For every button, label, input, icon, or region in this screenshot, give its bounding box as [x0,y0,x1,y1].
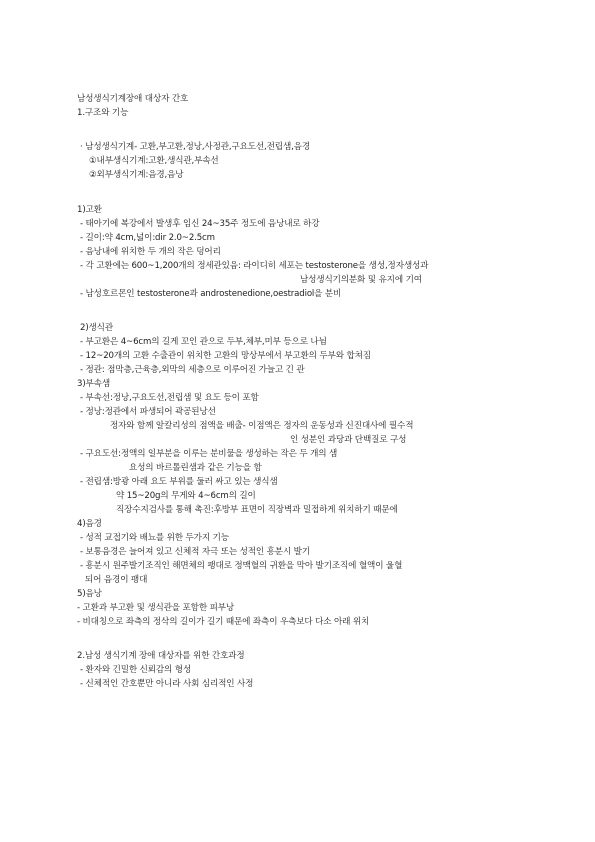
overview-line: · 남성생식기계- 고환,부고환,정낭,사정관,구요도선,전립샘,음경 [80,142,310,152]
accessory-line: - 전립샘:방광 아래 요도 부위를 둘러 싸고 있는 생식샘 [80,477,278,487]
subheading-penis: 4)음경 [77,519,102,529]
penis-line: - 성적 교접기와 배뇨를 위한 두가지 기능 [80,533,229,543]
section-heading: 1.구조와 기능 [77,108,129,118]
accessory-line: - 부속선:정낭,구요도선,전립샘 및 요도 등이 포함 [80,393,259,403]
scrotum-line: - 비대칭으로 좌측의 정삭의 길이가 길기 때문에 좌측이 우측보다 다소 아래 위치 [77,617,370,627]
testis-line-cont: 남성생식기의분화 및 유지에 기여 [300,275,422,285]
testis-line: - 길이:약 4cm,넓이:dir 2.0~2.5cm [80,233,215,243]
subheading-testis: 1)고환 [77,205,102,215]
testis-line: - 태아기에 복강에서 발생후 임신 24~35주 정도에 음낭내로 하강 [80,219,320,229]
testis-line: - 음낭내에 위치한 두 개의 작은 덩어리 [80,247,221,257]
subheading-duct: 2)생식관 [80,323,113,333]
duct-line: - 부고환은 4~6cm의 길게 꼬인 관으로 두부,체부,미부 등으로 나뉨 [80,337,327,347]
penis-line: - 보통음경은 늘어져 있고 신체적 자극 또는 성적인 흥분시 발기 [80,547,310,557]
subheading-accessory: 3)부속샘 [77,379,110,389]
overview-internal: ①내부생식기계:고환,생식관,부속선 [89,156,219,166]
nursing-line: - 환자와 긴밀한 신뢰감의 형성 [80,665,192,675]
section-heading: 2.남성 생식기계 장애 대상자를 위한 간호과정 [77,651,245,661]
overview-external: ②외부생식기계:음경,음낭 [89,170,184,180]
testis-line: - 남성호르몬인 testosterone과 androstenedione,oestradiol을 분비 [80,289,342,299]
penis-line: - 흥분시 원주발기조직인 해면체의 팽대로 정맥혈의 귀환을 막아 발기조직에 혈액이 울혈 [80,561,403,571]
accessory-line-cont: 인 성분인 과당과 단백질로 구성 [290,435,407,445]
duct-line: - 12~20개의 고환 수출관이 위치한 고환의 망상부에서 부고환의 두부와 합쳐짐 [80,351,371,361]
duct-line: - 정관: 점막층,근육층,외막의 세층으로 이루어진 가늘고 긴 관 [80,365,305,375]
subheading-scrotum: 5)음낭 [77,589,102,599]
testis-line: - 각 고환에는 600~1,200개의 정세관있음: 라이디히 세포는 testosterone을 생성,정자생성과 [80,261,429,271]
accessory-line: - 구요도선:정액의 일부분을 이루는 분비물을 생성하는 작은 두 개의 샘 [80,449,338,459]
accessory-line-cont: 요성의 바르톨린샘과 같은 기능을 함 [129,463,262,473]
penis-line-cont: 되어 음경이 팽대 [85,575,148,585]
accessory-line-cont: 직장수지검사를 통해 촉진:후방부 표면이 직장벽과 밀접하게 위치하기 때문에 [116,505,398,515]
accessory-line-cont: 약 15~20g의 무게와 4~6cm의 길이 [116,491,256,501]
doc-title: 남성생식기계장애 대상자 간호 [77,94,189,104]
scrotum-line: - 고환과 부고환 및 생식관을 포함한 피부낭 [77,603,235,613]
nursing-line: - 신체적인 간호뿐만 아니라 사회 심리적인 사정 [80,679,254,689]
accessory-line-cont: 정자와 함께 알칼리성의 점액을 배출- 이점액은 정자의 운동성과 신진대사에 필수적 [110,421,414,431]
accessory-line: - 정낭:정관에서 파생되어 곽공된낭선 [80,407,216,417]
